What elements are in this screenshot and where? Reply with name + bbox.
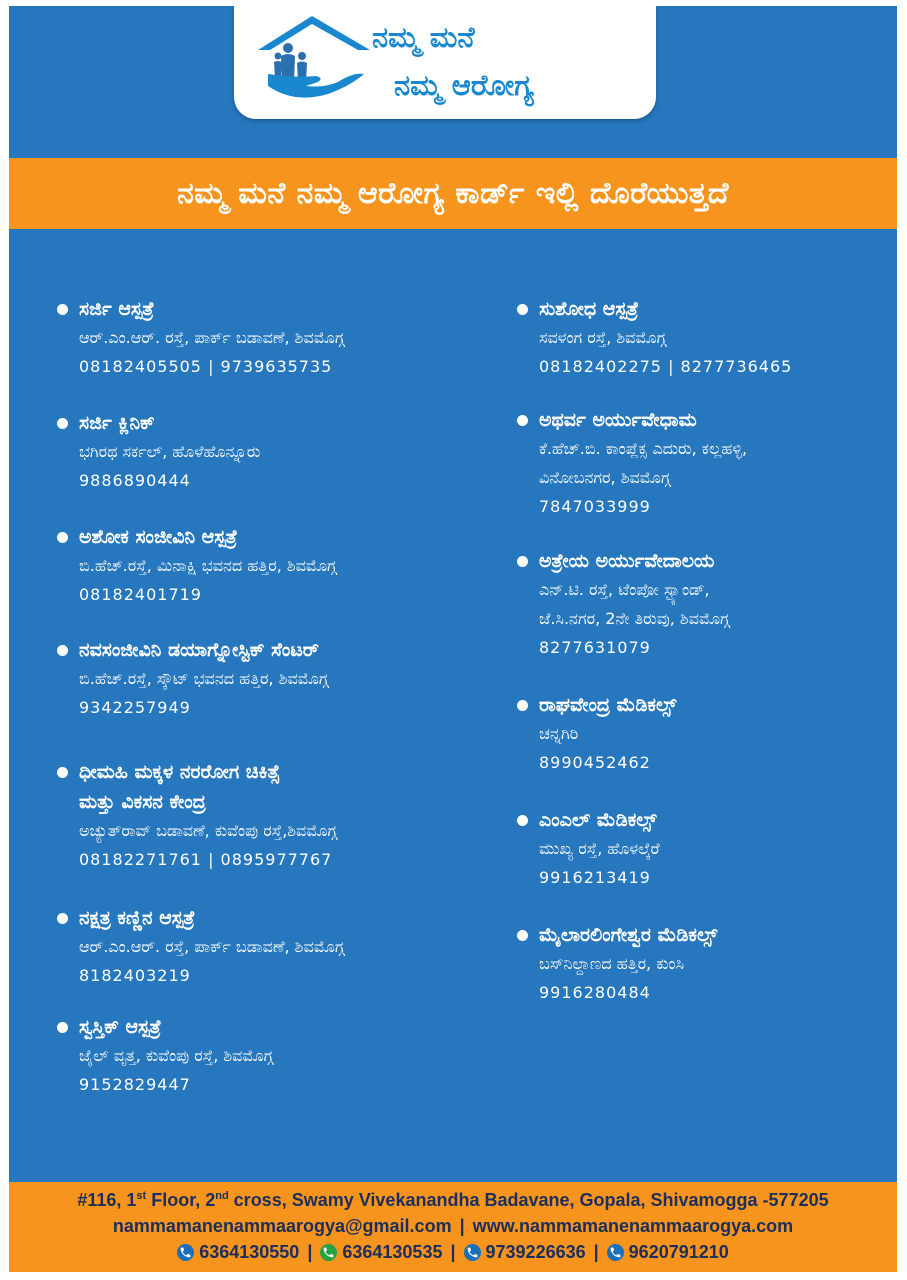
entry-name: ಸ್ವಸ್ತಿಕ್ ಆಸ್ಪತ್ರೆ [79,1016,162,1038]
entry-phone: 8990452462 [539,753,651,772]
bullet-icon [517,304,528,315]
bullet-icon [57,418,68,429]
entry-address: ಬಿ.ಹೆಚ್.ರಸ್ತೆ, ಸ್ಕೌಟ್ ಭವನದ ಹತ್ತಿರ, ಶಿವಮೊಗ್ಗ [79,669,329,688]
hospital-entry [57,409,260,495]
entry-address: ಆರ್.ಎಂ.ಆರ್. ರಸ್ತೆ, ಪಾರ್ಕ್ ಬಡಾವಣೆ, ಶಿವಮೊಗ್ಗ [79,328,345,347]
bullet-icon [57,913,68,924]
entry-address: ಎನ್.ಟಿ. ರಸ್ತೆ, ಟೆಂಪೋ ಸ್ಟ್ಯಾಂಡ್, [539,580,710,599]
entry-name: ಮೈಲಾರಲಿಂಗೇಶ್ವರ ಮೆಡಿಕಲ್ಸ್ [539,924,718,946]
hospital-entry [517,806,660,892]
entry-phone: 9886890444 [79,471,191,490]
bullet-icon [57,532,68,543]
entry-name: ಎಂಎಲ್ ಮೆಡಿಕಲ್ಸ್ [539,809,657,831]
bullet-icon [517,556,528,567]
hospital-entry [57,1013,273,1099]
footer-phones [9,1242,897,1263]
hospital-entry [517,547,730,662]
hospital-entry [57,523,337,609]
footer-contact-web [9,1216,897,1237]
entry-address: ಜೆ.ಸಿ.ನಗರ, 2ನೇ ತಿರುವು, ಶಿವಮೊಗ್ಗ [539,609,730,628]
divider: | [450,1242,456,1262]
divider: | [307,1242,313,1262]
phone-number[interactable]: 9620791210 [628,1242,729,1262]
entry-address: ಬಿ.ಹೆಚ್.ರಸ್ತೆ, ಮಿನಾಕ್ಷಿ ಭವನದ ಹತ್ತಿರ, ಶಿವಮೊಗ್ಗ [79,556,337,575]
entry-name: ನಕ್ಷತ್ರ ಕಣ್ಣಿನ ಆಸ್ಪತ್ರೆ [79,907,195,929]
entry-name: ಧೀಮಹಿ ಮಕ್ಕಳ ನರರೋಗ ಚಿಕಿತ್ಸೆ [79,761,281,783]
bullet-icon [57,767,68,778]
entry-phone: 08182402275 | 8277736465 [539,357,793,376]
bullet-icon [517,930,528,941]
bullet-icon [517,415,528,426]
entry-phone: 9152829447 [79,1075,191,1094]
divider: | [459,1216,465,1236]
phone-number[interactable]: 6364130535 [342,1242,443,1262]
hospital-entry [517,295,792,381]
phone-icon [607,1244,624,1261]
phone-number[interactable]: 6364130550 [199,1242,300,1262]
entry-name: ರಾಘವೇಂದ್ರ ಮೆಡಿಕಲ್ಸ್ [539,694,677,716]
entry-name: ಸರ್ಜಿ ಕ್ಲಿನಿಕ್ [79,412,155,434]
entry-address: ಚನ್ನಗಿರಿ [539,724,579,743]
entry-phone: 08182405505 | 9739635735 [79,357,333,376]
entry-address: ವಿನೋಬನಗರ, ಶಿವಮೊಗ್ಗ [539,468,671,487]
entry-address: ಸವಳಂಗ ರಸ್ತೆ, ಶಿವಮೊಗ್ಗ [539,328,667,347]
entry-address: ಬಸ್‌ನಿಲ್ದಾಣದ ಹತ್ತಿರ, ಕುಂಸಿ [539,954,685,973]
entry-phone: 8182403219 [79,966,191,985]
poster [9,6,897,1272]
footer-website[interactable]: www.nammamanenammaarogya.com [472,1216,794,1236]
phone-number[interactable]: 9739226636 [485,1242,586,1262]
entry-phone: 9342257949 [79,698,191,717]
entry-name: ನವಸಂಜೀವಿನಿ ಡಯಾಗ್ನೋಸ್ಟಿಕ್ ಸೆಂಟರ್ [79,639,319,661]
logo-card [234,6,656,119]
entry-phone: 08182401719 [79,585,202,604]
entry-address: ಅಚ್ಯುತ್‌ರಾವ್ ಬಡಾವಣೆ, ಕುವೆಂಪು ರಸ್ತೆ,ಶಿವಮೊಗ್ಗ [79,821,338,840]
entry-name: ಅಥರ್ವ ಅರ್ಯುವೇಧಾಮ [539,409,697,431]
logo-line-1: ನಮ್ಮ ಮನೆ [372,20,475,54]
bullet-icon [517,700,528,711]
footer [9,1182,897,1272]
hospital-entry [57,904,344,990]
entry-phone: 8277631079 [539,638,651,657]
entry-name: ಅಶೋಕ ಸಂಜೀವಿನಿ ಆಸ್ಪತ್ರೆ [79,526,238,548]
entry-address: ಭಗಿರಥ ಸರ್ಕಲ್, ಹೊಳೆಹೊನ್ನೂರು [79,442,261,461]
hospital-entry [57,295,344,381]
house-family-hand-icon [254,12,374,108]
entry-address: ಜೈಲ್ ವೃತ್ತ, ಕುವೆಂಪು ರಸ್ತೆ, ಶಿವಮೊಗ್ಗ [79,1046,274,1065]
bullet-icon [517,815,528,826]
hospital-entry [57,636,328,722]
bullet-icon [57,304,68,315]
bullet-icon [57,645,68,656]
entry-name: ಅತ್ರೇಯ ಅರ್ಯುವೇದಾಲಯ [539,550,715,572]
entry-phone: 9916280484 [539,983,651,1002]
entry-address: ಕೆ.ಹೆಚ್.ಬಿ. ಕಾಂಪ್ಲೆಕ್ಸ ಎದುರು, ಕಲ್ಲಹಳ್ಳಿ, [539,439,748,458]
divider: | [593,1242,599,1262]
entry-name-continued: ಮತ್ತು ವಿಕಸನ ಕೇಂದ್ರ [79,791,206,813]
entry-address: ಆರ್.ಎಂ.ಆರ್. ರಸ್ತೆ, ಪಾರ್ಕ್ ಬಡಾವಣೆ, ಶಿವಮೊಗ್ಗ [79,937,345,956]
entry-phone: 7847033999 [539,497,651,516]
hospital-entry [57,758,337,874]
entry-address: ಮುಖ್ಯ ರಸ್ತೆ, ಹೊಳಲ್ಕೆರೆ [539,839,660,858]
phone-icon [464,1244,481,1261]
entry-name: ಸರ್ಜಿ ಆಸ್ಪತ್ರೆ [79,298,155,320]
entry-phone: 9916213419 [539,868,651,887]
entry-phone: 08182271761 | 0895977767 [79,850,333,869]
footer-email[interactable]: nammamanenammaarogya@gmail.com [112,1216,452,1236]
logo-line-2: ನಮ್ಮ ಆರೋಗ್ಯ [394,68,534,102]
phone-icon [177,1244,194,1261]
footer-address: #116, 1st Floor, 2nd cross, Swamy Vivekanandha Badavane, Gopala, Shivamogga -577205 [77,1190,829,1210]
banner-text: ನಮ್ಮ ಮನೆ ನಮ್ಮ ಆರೋಗ್ಯ ಕಾರ್ಡ್ ಇಲ್ಲಿ ದೊರೆಯುತ್ತದೆ [177,176,729,211]
hospital-entry [517,921,717,1007]
hospital-entry [517,406,747,521]
bullet-icon [57,1022,68,1033]
banner [9,158,897,229]
hospital-entry [517,691,676,777]
entry-name: ಸುಶೋಧ ಆಸ್ಪತ್ರೆ [539,298,639,320]
whatsapp-icon [320,1244,337,1261]
